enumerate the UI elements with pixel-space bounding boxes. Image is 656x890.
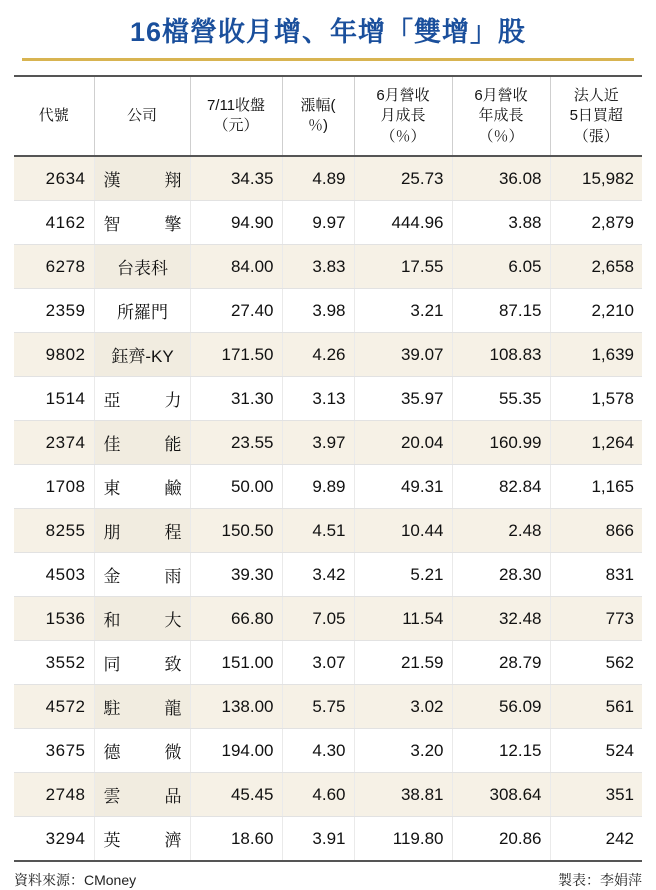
cell-stock-code: 3675 (14, 729, 94, 773)
cell-mom-growth: 35.97 (354, 377, 452, 421)
cell-stock-code: 8255 (14, 509, 94, 553)
cell-close-price: 194.00 (190, 729, 282, 773)
company-name-text: 朋 程 (103, 523, 182, 543)
cell-mom-growth: 3.21 (354, 289, 452, 333)
table-row (14, 641, 642, 685)
cell-close-price: 66.80 (190, 597, 282, 641)
cell-institutional-buy: 1,639 (550, 333, 642, 377)
cell-company-name (94, 289, 190, 333)
column-header-yoy-growth: 6月營收 年成長 （％） (452, 76, 550, 156)
company-name-text: 金 雨 (103, 567, 182, 587)
cell-stock-code: 2634 (14, 156, 94, 201)
cell-company-name (94, 465, 190, 509)
cell-yoy-growth: 12.15 (452, 729, 550, 773)
table-row (14, 509, 642, 553)
cell-institutional-buy: 2,658 (550, 245, 642, 289)
cell-change-pct: 3.91 (282, 817, 354, 862)
cell-mom-growth: 5.21 (354, 553, 452, 597)
table-header (14, 76, 642, 156)
cell-yoy-growth: 2.48 (452, 509, 550, 553)
cell-yoy-growth: 55.35 (452, 377, 550, 421)
table-row (14, 553, 642, 597)
cell-stock-code: 9802 (14, 333, 94, 377)
cell-stock-code: 1514 (14, 377, 94, 421)
company-name-text: 東 鹼 (103, 479, 182, 499)
cell-close-price: 18.60 (190, 817, 282, 862)
cell-institutional-buy: 2,879 (550, 201, 642, 245)
cell-mom-growth: 119.80 (354, 817, 452, 862)
cell-close-price: 45.45 (190, 773, 282, 817)
table-row (14, 773, 642, 817)
cell-company-name (94, 729, 190, 773)
cell-institutional-buy: 351 (550, 773, 642, 817)
cell-change-pct: 5.75 (282, 685, 354, 729)
cell-yoy-growth: 308.64 (452, 773, 550, 817)
cell-mom-growth: 3.02 (354, 685, 452, 729)
column-header-close-price: 7/11收盤 （元） (190, 76, 282, 156)
company-name-text: 所羅門 (117, 303, 168, 323)
table-row (14, 685, 642, 729)
column-header-company: 公司 (94, 76, 190, 156)
table-row (14, 729, 642, 773)
column-header-code: 代號 (14, 76, 94, 156)
cell-mom-growth: 3.20 (354, 729, 452, 773)
cell-close-price: 84.00 (190, 245, 282, 289)
chart-credit: 製表：李娟萍 (558, 872, 642, 889)
cell-mom-growth: 17.55 (354, 245, 452, 289)
cell-institutional-buy: 15,982 (550, 156, 642, 201)
column-header-mom-growth: 6月營收 月成長 （％） (354, 76, 452, 156)
cell-stock-code: 4503 (14, 553, 94, 597)
stock-table (14, 75, 642, 862)
data-source: 資料來源：CMoney (14, 872, 137, 889)
cell-close-price: 31.30 (190, 377, 282, 421)
table-row (14, 201, 642, 245)
cell-stock-code: 4572 (14, 685, 94, 729)
company-name-text: 英 濟 (103, 831, 182, 851)
cell-close-price: 34.35 (190, 156, 282, 201)
cell-close-price: 151.00 (190, 641, 282, 685)
table-row (14, 597, 642, 641)
cell-institutional-buy: 1,165 (550, 465, 642, 509)
column-header-change-pct: 漲幅( ％) (282, 76, 354, 156)
cell-institutional-buy: 2,210 (550, 289, 642, 333)
cell-institutional-buy: 561 (550, 685, 642, 729)
cell-yoy-growth: 160.99 (452, 421, 550, 465)
company-name-text: 德 微 (103, 743, 182, 763)
cell-change-pct: 7.05 (282, 597, 354, 641)
cell-change-pct: 9.97 (282, 201, 354, 245)
cell-company-name (94, 641, 190, 685)
table-row (14, 465, 642, 509)
cell-change-pct: 3.98 (282, 289, 354, 333)
cell-change-pct: 4.60 (282, 773, 354, 817)
cell-change-pct: 3.07 (282, 641, 354, 685)
table-row (14, 245, 642, 289)
cell-close-price: 94.90 (190, 201, 282, 245)
table-row (14, 333, 642, 377)
table-row (14, 156, 642, 201)
cell-change-pct: 4.30 (282, 729, 354, 773)
cell-stock-code: 6278 (14, 245, 94, 289)
cell-change-pct: 4.89 (282, 156, 354, 201)
footer (14, 870, 642, 890)
cell-change-pct: 4.51 (282, 509, 354, 553)
cell-change-pct: 3.83 (282, 245, 354, 289)
cell-mom-growth: 10.44 (354, 509, 452, 553)
cell-stock-code: 4162 (14, 201, 94, 245)
cell-yoy-growth: 36.08 (452, 156, 550, 201)
cell-mom-growth: 21.59 (354, 641, 452, 685)
title-divider (22, 58, 634, 61)
table-body (14, 156, 642, 861)
cell-close-price: 50.00 (190, 465, 282, 509)
cell-stock-code: 2374 (14, 421, 94, 465)
cell-close-price: 150.50 (190, 509, 282, 553)
cell-institutional-buy: 773 (550, 597, 642, 641)
cell-mom-growth: 25.73 (354, 156, 452, 201)
cell-stock-code: 3552 (14, 641, 94, 685)
cell-institutional-buy: 866 (550, 509, 642, 553)
cell-mom-growth: 49.31 (354, 465, 452, 509)
cell-company-name (94, 421, 190, 465)
cell-mom-growth: 11.54 (354, 597, 452, 641)
cell-change-pct: 3.42 (282, 553, 354, 597)
page-title: 16檔營收月增、年增「雙增」股 (129, 17, 527, 47)
cell-stock-code: 2359 (14, 289, 94, 333)
cell-institutional-buy: 1,264 (550, 421, 642, 465)
cell-company-name (94, 201, 190, 245)
cell-institutional-buy: 831 (550, 553, 642, 597)
company-name-text: 佳 能 (103, 435, 182, 455)
cell-change-pct: 3.13 (282, 377, 354, 421)
company-name-text: 同 致 (103, 655, 182, 675)
cell-close-price: 138.00 (190, 685, 282, 729)
cell-yoy-growth: 87.15 (452, 289, 550, 333)
cell-yoy-growth: 28.79 (452, 641, 550, 685)
cell-close-price: 27.40 (190, 289, 282, 333)
cell-yoy-growth: 32.48 (452, 597, 550, 641)
cell-company-name (94, 377, 190, 421)
cell-company-name (94, 773, 190, 817)
cell-mom-growth: 38.81 (354, 773, 452, 817)
cell-change-pct: 3.97 (282, 421, 354, 465)
cell-institutional-buy: 242 (550, 817, 642, 862)
cell-yoy-growth: 108.83 (452, 333, 550, 377)
cell-mom-growth: 444.96 (354, 201, 452, 245)
cell-institutional-buy: 524 (550, 729, 642, 773)
company-name-text: 智 擎 (103, 215, 182, 235)
title-block (14, 0, 642, 69)
cell-yoy-growth: 20.86 (452, 817, 550, 862)
cell-company-name (94, 333, 190, 377)
cell-stock-code: 1536 (14, 597, 94, 641)
cell-close-price: 171.50 (190, 333, 282, 377)
cell-close-price: 39.30 (190, 553, 282, 597)
cell-company-name (94, 245, 190, 289)
company-name-text: 漢 翔 (103, 171, 182, 191)
company-name-text: 雲 品 (103, 787, 182, 807)
cell-yoy-growth: 82.84 (452, 465, 550, 509)
cell-company-name (94, 509, 190, 553)
cell-yoy-growth: 28.30 (452, 553, 550, 597)
table-row (14, 377, 642, 421)
table-row (14, 817, 642, 862)
company-name-text: 鈺齊-KY (111, 347, 174, 367)
column-header-institutional-buy: 法人近 5日買超 （張） (550, 76, 642, 156)
cell-mom-growth: 39.07 (354, 333, 452, 377)
cell-stock-code: 1708 (14, 465, 94, 509)
cell-stock-code: 3294 (14, 817, 94, 862)
cell-institutional-buy: 562 (550, 641, 642, 685)
cell-yoy-growth: 3.88 (452, 201, 550, 245)
company-name-text: 和 大 (103, 611, 182, 631)
cell-close-price: 23.55 (190, 421, 282, 465)
company-name-text: 駐 龍 (103, 699, 182, 719)
cell-company-name (94, 553, 190, 597)
company-name-text: 亞 力 (103, 391, 182, 411)
cell-yoy-growth: 56.09 (452, 685, 550, 729)
company-name-text: 台表科 (117, 259, 168, 279)
header-row (14, 76, 642, 156)
cell-institutional-buy: 1,578 (550, 377, 642, 421)
cell-mom-growth: 20.04 (354, 421, 452, 465)
cell-company-name (94, 597, 190, 641)
table-row (14, 289, 642, 333)
cell-company-name (94, 685, 190, 729)
table-row (14, 421, 642, 465)
cell-company-name (94, 817, 190, 862)
cell-change-pct: 9.89 (282, 465, 354, 509)
cell-stock-code: 2748 (14, 773, 94, 817)
cell-yoy-growth: 6.05 (452, 245, 550, 289)
cell-change-pct: 4.26 (282, 333, 354, 377)
cell-company-name (94, 156, 190, 201)
